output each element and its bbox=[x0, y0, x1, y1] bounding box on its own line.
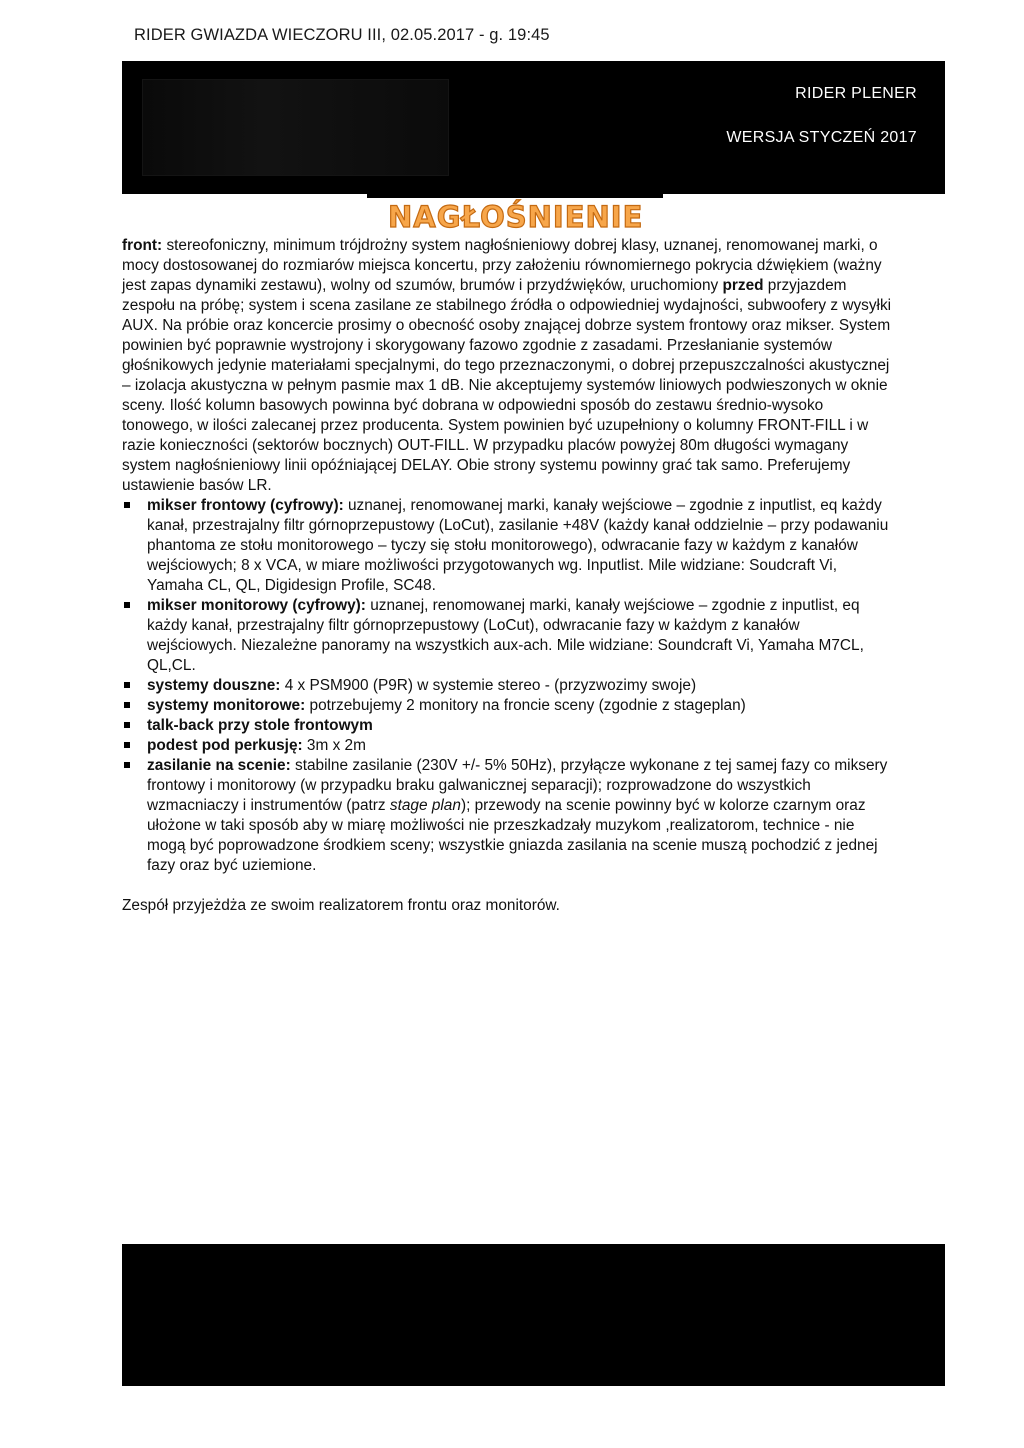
item-text-2: ); przewody na scenie powinny być w kolorze czarnym oraz ułożone w taki sposób aby w miarę możliwości nie przeszkadzały muzykom ,realizatorom, technice - nie mogą być poprowadzone środkiem sceny; wszystkie gniazda zasilania na scenie muszą pochodzić z jednej fazy oraz być uziemione. bbox=[147, 797, 878, 874]
top-banner bbox=[122, 61, 945, 194]
bullet-icon bbox=[124, 722, 130, 728]
list-item bbox=[122, 716, 892, 736]
item-label: podest pod perkusję: bbox=[147, 737, 303, 754]
item-label: mikser frontowy (cyfrowy): bbox=[147, 497, 344, 514]
list-item bbox=[122, 696, 892, 716]
bullet-icon bbox=[124, 502, 130, 508]
bullet-icon bbox=[124, 762, 130, 768]
front-text-2: przyjazdem zespołu na próbę; system i scena zasilane ze stabilnego źródła o odpowiedniej wydajności, subwoofery z wysyłki AUX. Na próbie oraz koncercie prosimy o obecność osoby znającej dobrze system frontowy oraz mikser. System powinien być poprawnie wystrojony i skorygowany fazowo zgodnie z zasadami. Przesłanianie systemów głośnikowych jedynie materiałami specjalnymi, do tego przeznaczonymi, o dobrej przepuszczalności akustycznej – izolacja akustyczna w pełnym pasmie max 1 dB. Nie akceptujemy systemów liniowych podwieszonych w oknie sceny. Ilość kolumn basowych powinna być dobrana w odpowiedni sposób do zestawu średnio-wysoko tonowego, w ilości zalecanej przez producenta. System powinien być uzupełniony o kolumny FRONT-FILL i w razie konieczności (sektorów bocznych) OUT-FILL. W przypadku placów powyżej 80m długości wymagany system nagłośnieniowy linii opóźniającej DELAY. Obie strony systemu powinny grać tak samo. Preferujemy ustawienie basów LR. bbox=[122, 277, 892, 494]
section-title: NAGŁOŚNIENIE bbox=[388, 200, 644, 234]
banner-title: RIDER PLENER bbox=[795, 85, 917, 102]
item-label: zasilanie na scenie: bbox=[147, 757, 291, 774]
bullet-icon bbox=[124, 742, 130, 748]
list-item bbox=[122, 736, 892, 756]
page-header: RIDER GWIAZDA WIECZORU III, 02.05.2017 - g. 19:45 bbox=[134, 26, 550, 44]
item-text: 3m x 2m bbox=[302, 737, 366, 754]
item-label: systemy monitorowe: bbox=[147, 697, 306, 714]
list-item bbox=[122, 496, 892, 596]
front-text-1: stereofoniczny, minimum trójdrożny system nagłośnieniowy dobrej klasy, uznanej, renomowanej marki, o mocy dostosowanej do rozmiarów miejsca koncertu, przy założeniu równomiernego pokrycia dźwiękiem (ważny jest zapas dynamiki zestawu), wolny od szumów, brumów i przydźwięków, uruchomiony bbox=[122, 237, 882, 294]
item-label: mikser monitorowy (cyfrowy): bbox=[147, 597, 366, 614]
list-item bbox=[122, 676, 892, 696]
closing-note: Zespół przyjeżdża ze swoim realizatorem frontu oraz monitorów. bbox=[122, 897, 560, 914]
bullet-icon bbox=[124, 682, 130, 688]
banner-version: WERSJA STYCZEŃ 2017 bbox=[726, 129, 917, 146]
bullet-icon bbox=[124, 602, 130, 608]
bottom-redaction-block bbox=[122, 1244, 945, 1386]
item-label: talk-back przy stole frontowym bbox=[147, 717, 373, 734]
item-text: uznanej, renomowanej marki, kanały wejściowe – zgodnie z inputlist, eq każdy kanał, przestrajalny filtr górnoprzepustowy (LoCut), odwracanie fazy w każdym z kanałów wejściowych. Niezależne panoramy na wszystkich aux-ach. Mile widziane: Soundcraft Vi, Yamaha M7CL, QL,CL. bbox=[147, 597, 864, 674]
item-label: systemy douszne: bbox=[147, 677, 281, 694]
bullet-icon bbox=[124, 702, 130, 708]
front-paragraph bbox=[122, 236, 892, 496]
banner-logo-area bbox=[142, 79, 449, 176]
front-emphasis: przed bbox=[722, 277, 764, 294]
list-item-power bbox=[122, 756, 892, 876]
item-text: potrzebujemy 2 monitory na froncie sceny (zgodnie z stageplan) bbox=[305, 697, 746, 714]
list-item bbox=[122, 596, 892, 676]
front-label: front: bbox=[122, 237, 163, 254]
item-text-1: stabilne zasilanie (230V +/- 5% 50Hz), przyłącze wykonane z tej samej fazy co miksery frontowy i monitorowy (w przypadku braku galwanicznej separacji); rozprowadzone do wszystkich wzmacniaczy i instrumentów (patrz bbox=[147, 757, 888, 814]
item-text: 4 x PSM900 (P9R) w systemie stereo - (przyzwozimy swoje) bbox=[280, 677, 697, 694]
item-italic: stage plan bbox=[389, 797, 461, 814]
item-text: uznanej, renomowanej marki, kanały wejściowe – zgodnie z inputlist, eq każdy kanał, przestrajalny filtr górnoprzepustowy (LoCut), zasilanie +48V (każdy kanał oddzielnie – przy podawaniu phantoma ze stołu monitorowego – tyczy się stołu monitorowego), odwracanie fazy w każdym z kanałów wejściowych; 8 x VCA, w miare możliwości przygotowanych wg. Inputlist. Mile widziane: Soudcraft Vi, Yamaha CL, QL, Digidesign Profile, SC48. bbox=[147, 497, 889, 594]
document-body bbox=[122, 236, 892, 916]
banner-tab bbox=[367, 194, 663, 198]
